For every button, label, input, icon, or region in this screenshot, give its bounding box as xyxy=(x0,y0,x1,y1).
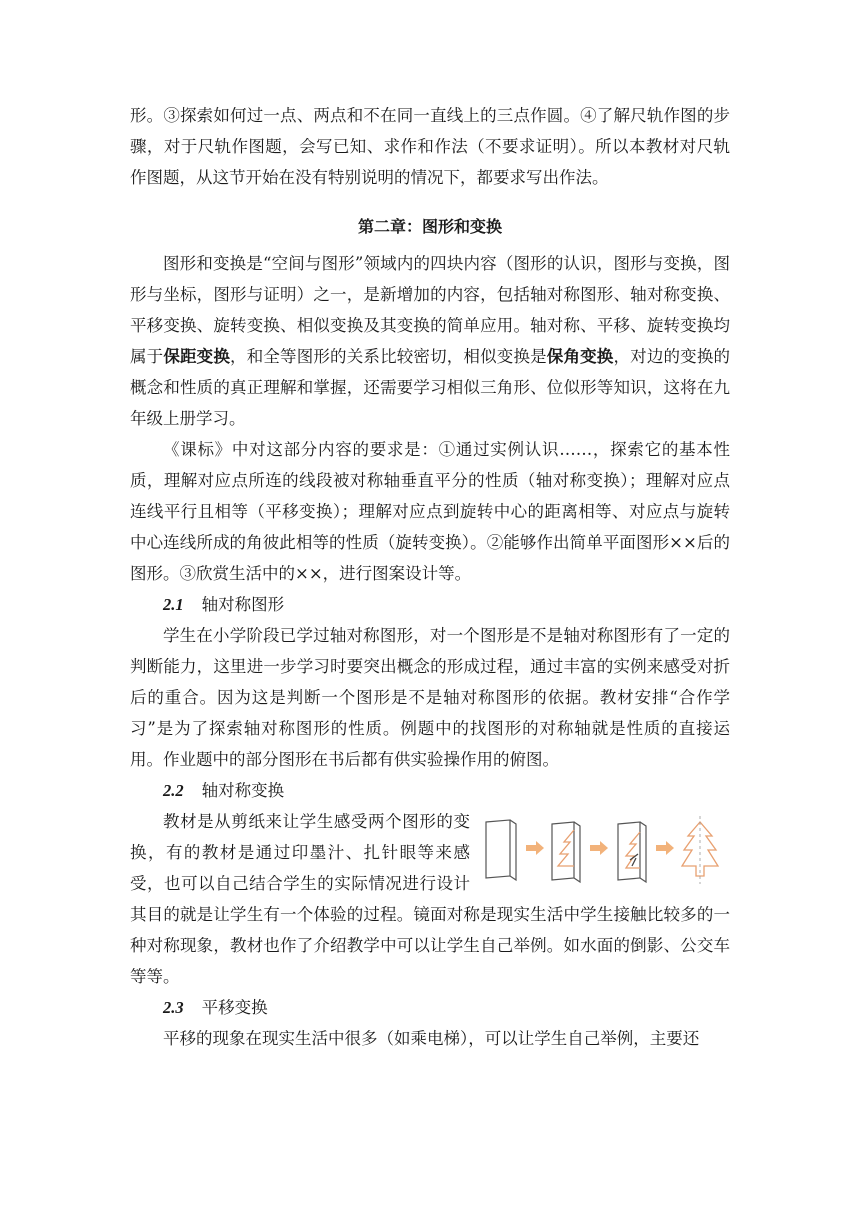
keyword-angle-preserving: 保角变换 xyxy=(546,347,614,366)
cut-paper-icon xyxy=(618,822,646,882)
section-number: 2.2 xyxy=(163,781,184,800)
half-tree-outline xyxy=(558,830,574,866)
intro-text-1: 图形和变换是“空间与图形”领域内的四块内容（图形的认识，图形与变换，图形与坐标，图形与证明）之一，是新增加的内容，包括轴对称图形、轴对称变换、平移变换、旋转变换、相似变换及其变换的简单应用。轴对称、平移、旋转变换均属于 xyxy=(130,254,730,366)
arrow-right-icon xyxy=(590,841,608,855)
paper-with-tree-outline-icon xyxy=(552,822,580,882)
section-body-2-2: 教材是从剪纸来让学生感受两个图形的变换，有的教材是通过印墨汁、扎针眼等来感受，也可以自己结合学生的实际情况进行设计其目的就是让学生有一个体验的过程。镜面对称是现实生活中学生接触比较多的一种对称现象，教材也作了介绍教学中可以让学生自己举例。如水面的倒影、公交车等等。 xyxy=(130,812,730,986)
chapter-title: 第二章：图形和变换 xyxy=(357,217,502,236)
section-number: 2.1 xyxy=(163,595,184,614)
section-number: 2.3 xyxy=(163,998,184,1017)
keyword-distance-preserving: 保距变换 xyxy=(163,347,231,366)
document-body xyxy=(130,100,730,1054)
paper-cutting-figure xyxy=(480,810,730,890)
arrow-right-icon xyxy=(656,841,674,855)
section-title: 平移变换 xyxy=(201,998,268,1017)
standards-paragraph: 《课标》中对这部分内容的要求是：①通过实例认识……，探索它的基本性质，理解对应点所连的线段被对称轴垂直平分的性质（轴对称变换）；理解对应点连线平行且相等（平移变换）；理解对应点到旋转中心的距离相等、对应点与旋转中心连线所成的角彼此相等的性质（旋转变换）。②能够作出简单平面图形××后的图形。③欣赏生活中的××，进行图案设计等。 xyxy=(130,440,730,583)
intro-text-2: ，和全等图形的关系比较密切，相似变换是 xyxy=(230,347,547,366)
section-body-2-3: 平移的现象在现实生活中很多（如乘电梯），可以让学生自己举例，主要还 xyxy=(163,1029,700,1048)
section-heading-2-1 xyxy=(163,589,730,620)
paper-cutting-illustration xyxy=(480,810,730,890)
folded-paper-icon xyxy=(486,820,516,880)
intro-text-3: ，对边的变换的概念和性质的真正理解和掌握，还需要学习相似三角形、位似形等知识，这将在九年级上册学习。 xyxy=(130,347,731,428)
section-body-2-1: 学生在小学阶段已学过轴对称图形，对一个图形是不是轴对称图形有了一定的判断能力，这里进一步学习时要突出概念的形成过程，通过丰富的实例来感受对折后的重合。因为这是判断一个图形是不是轴对称图形的依据。教材安排“合作学习”是为了探索轴对称图形的性质。例题中的找图形的对称轴就是性质的直接运用。作业题中的部分图形在书后都有供实验操作用的俯图。 xyxy=(130,626,730,769)
arrow-right-icon xyxy=(526,841,544,855)
top-paragraph: 形。③探索如何过一点、两点和不在同一直线上的三点作圆。④了解尺轨作图的步骤，对于尺轨作图题，会写已知、求作和作法（不要求证明）。所以本教材对尺轨作图题，从这节开始在没有特别说明的情况下，都要求写出作法。 xyxy=(130,106,730,187)
section-title: 轴对称图形 xyxy=(201,595,285,614)
section-heading-2-2 xyxy=(163,775,730,806)
section-heading-2-3 xyxy=(163,992,730,1023)
section-title: 轴对称变换 xyxy=(201,781,285,800)
section-2-2-wrap xyxy=(130,806,730,992)
intro-paragraph xyxy=(130,248,730,434)
